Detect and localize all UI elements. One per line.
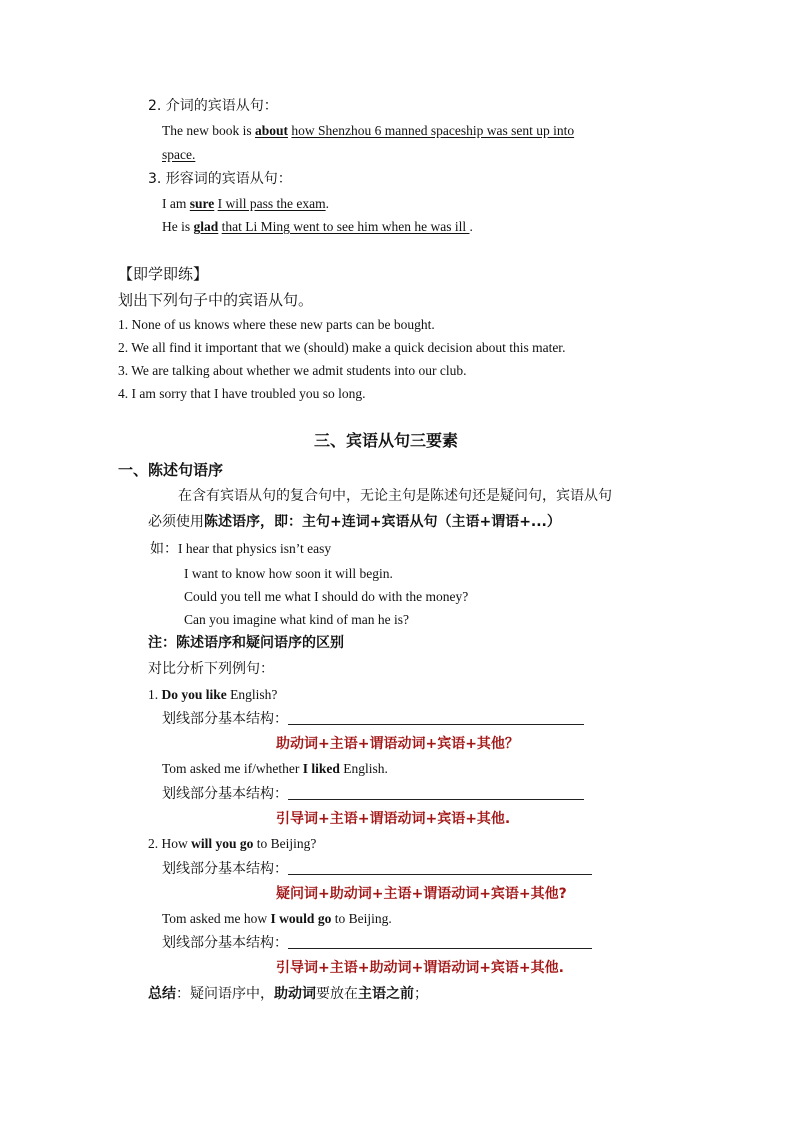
example-1 — [150, 540, 331, 558]
summary-end: ； — [414, 986, 428, 1002]
example-2: I want to know how soon it will begin. — [184, 566, 393, 581]
compare-instruction: 对比分析下列例句： — [148, 661, 274, 677]
prep-keyword: about — [254, 123, 288, 138]
summary-bold: 助动词 — [274, 986, 316, 1002]
ex2-label2 — [162, 934, 592, 952]
ex1-label-text: 划线部分基本结构： — [162, 711, 288, 727]
practice-item-4: 4. I am sorry that I have troubled you so long. — [118, 386, 366, 401]
adj-heading: 3. 形容词的宾语从句： — [148, 171, 292, 187]
summary-bold2: 主语之前 — [358, 986, 414, 1002]
ex2-answer2: 引导词+主语+助动词+谓语动词+宾语+其他. — [276, 960, 564, 976]
para-line-2-bold: 陈述语序，即：主句+连词+宾语从句（主语+谓语+...） — [204, 514, 561, 530]
ex2-s-bold: I would go — [270, 911, 332, 926]
prep-clause-1: how Shenzhou 6 manned spaceship was sent up into — [291, 123, 575, 138]
ex1-blank2[interactable] — [288, 785, 584, 800]
summary-label: 总结 — [148, 986, 176, 1002]
practice-item-3: 3. We are talking about whether we admit students into our club. — [118, 363, 467, 378]
practice-heading: 【即学即练】 — [118, 265, 209, 283]
ex1-label — [162, 710, 584, 728]
adj2-prefix: He is — [162, 219, 194, 234]
adj-sentence-1 — [162, 195, 329, 213]
example-4: Can you imagine what kind of man he is? — [184, 612, 409, 627]
ex1-answer: 助动词+主语+谓语动词+宾语+其他？ — [276, 736, 519, 752]
summary-text2: 要放在 — [316, 986, 358, 1002]
ex2-label — [162, 860, 592, 878]
ex1-label2-text: 划线部分基本结构： — [162, 786, 288, 802]
prep-prefix: The new book is — [162, 123, 255, 138]
adj2-suffix: . — [469, 219, 473, 234]
prep-clause-2: space. — [162, 147, 196, 162]
ex1-label2 — [162, 785, 584, 803]
ex2-answer: 疑问词+助动词+主语+谓语动词+宾语+其他? — [276, 886, 567, 902]
ex2-q-bold: will you go — [191, 836, 254, 851]
ex2-q-suffix: to Beijing? — [253, 836, 317, 851]
note: 注：陈述语序和疑问语序的区别 — [148, 635, 344, 651]
para-line-1: 在含有宾语从句的复合句中，无论主句是陈述句还是疑问句，宾语从句 — [178, 488, 612, 504]
ex1-q-bold: Do you like — [161, 687, 227, 702]
ex1-s-suffix: English. — [339, 761, 388, 776]
ex1-answer2: 引导词+主语+谓语动词+宾语+其他. — [276, 811, 511, 827]
ex2-q-prefix: 2. How — [148, 836, 192, 851]
example-1-text: I hear that physics isn’t easy — [178, 541, 332, 556]
examples-prefix: 如： — [150, 541, 178, 557]
adj1-suffix: . — [325, 196, 329, 211]
ex2-statement — [162, 910, 392, 928]
practice-instruction: 划出下列句子中的宾语从句。 — [118, 291, 314, 309]
adj2-clause: that Li Ming went to see him when he was ill — [221, 219, 470, 234]
prep-heading: 2. 介词的宾语从句： — [148, 98, 278, 114]
ex1-question — [148, 686, 277, 704]
practice-item-1: 1. None of us knows where these new parts can be bought. — [118, 317, 435, 332]
ex2-label2-text: 划线部分基本结构： — [162, 935, 288, 951]
prep-sentence-line1 — [162, 122, 574, 140]
adj-sentence-2 — [162, 218, 473, 236]
example-3: Could you tell me what I should do with the money? — [184, 589, 469, 604]
adj1-clause: I will pass the exam — [217, 196, 326, 211]
summary — [148, 985, 428, 1003]
ex1-blank[interactable] — [288, 710, 584, 725]
para-line-2-prefix: 必须使用 — [148, 514, 204, 530]
ex1-q-suffix: English? — [226, 687, 278, 702]
adj1-keyword: sure — [189, 196, 215, 211]
ex2-blank2[interactable] — [288, 934, 592, 949]
ex2-s-prefix: Tom asked me how — [162, 911, 271, 926]
ex2-question — [148, 835, 316, 853]
ex2-s-suffix: to Beijing. — [331, 911, 392, 926]
practice-item-2: 2. We all find it important that we (should) make a quick decision about this mater. — [118, 340, 566, 355]
ex2-label-text: 划线部分基本结构： — [162, 861, 288, 877]
ex1-statement — [162, 760, 388, 778]
adj2-keyword: glad — [193, 219, 219, 234]
para-line-2 — [148, 513, 561, 531]
adj1-prefix: I am — [162, 196, 190, 211]
ex2-blank[interactable] — [288, 860, 592, 875]
ex1-q-prefix: 1. — [148, 687, 162, 702]
ex1-s-prefix: Tom asked me if/whether — [162, 761, 303, 776]
summary-text1: ：疑问语序中， — [176, 986, 274, 1002]
section-title: 三、宾语从句三要素 — [314, 431, 459, 450]
ex1-s-bold: I liked — [302, 761, 340, 776]
subsection-title: 一、陈述句语序 — [118, 461, 224, 479]
